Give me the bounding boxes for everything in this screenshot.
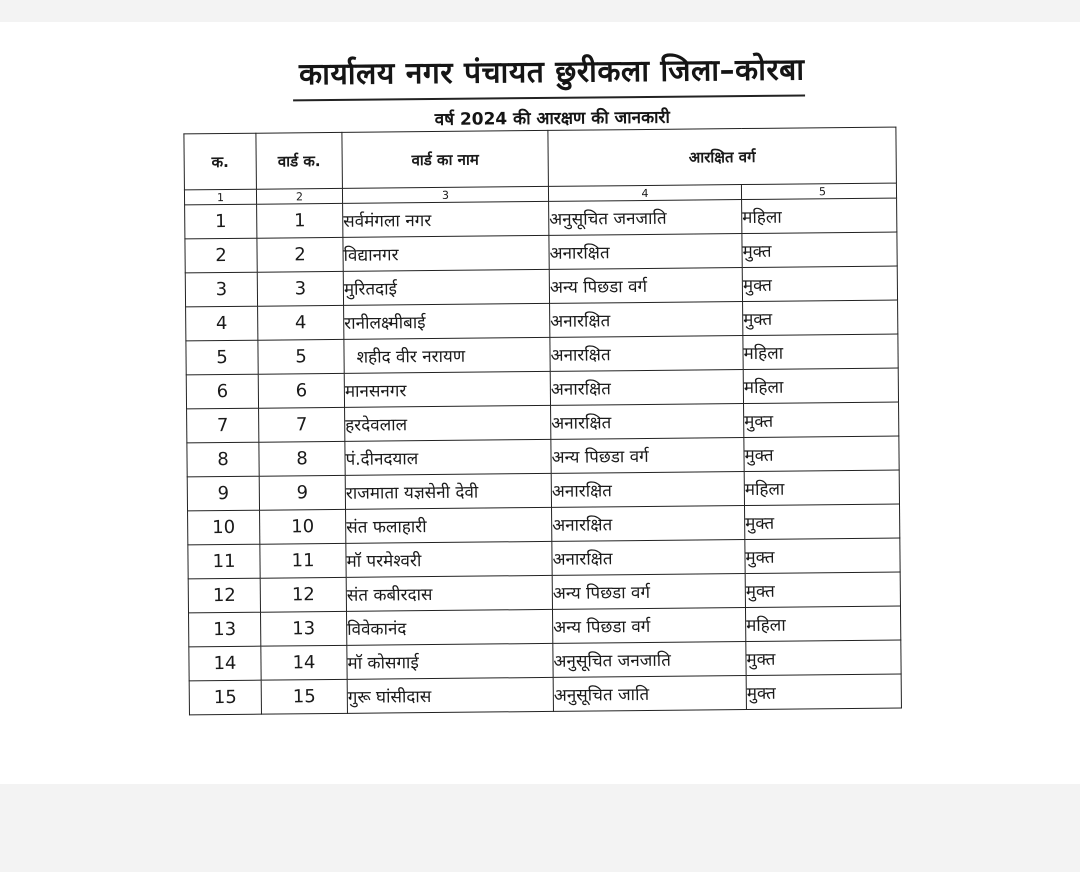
serial-cell: 7 <box>187 408 259 443</box>
gender-cell: महिला <box>745 606 900 641</box>
ward-number-cell: 2 <box>257 237 343 272</box>
ward-name-cell: पं.दीनदयाल <box>345 439 551 475</box>
serial-cell: 4 <box>186 306 258 341</box>
ward-name-cell: विद्यानगर <box>343 235 549 271</box>
gender-cell: मुक्त <box>745 572 900 607</box>
ward-name-cell: मॉ कोसगाई <box>347 643 553 679</box>
header-reserved-category: आरक्षित वर्ग <box>548 127 897 186</box>
ward-number-cell: 3 <box>257 271 343 306</box>
column-number: 5 <box>741 183 896 199</box>
gender-cell: मुक्त <box>745 538 900 573</box>
serial-cell: 11 <box>188 544 260 579</box>
category-cell: अन्य पिछडा वर्ग <box>552 608 745 644</box>
serial-cell: 9 <box>187 476 259 511</box>
reservation-table <box>183 127 902 716</box>
gender-cell: मुक्त <box>742 232 897 267</box>
gender-cell: महिला <box>742 198 897 233</box>
bottom-margin <box>0 784 1080 872</box>
ward-name-cell: विवेकानंद <box>347 609 553 645</box>
gender-cell: मुक्त <box>742 266 897 301</box>
serial-cell: 6 <box>186 374 258 409</box>
category-cell: अनुसूचित जनजाति <box>553 642 746 678</box>
ward-name-cell: संत फलाहारी <box>346 507 552 543</box>
ward-number-cell: 13 <box>261 611 347 646</box>
gender-cell: मुक्त <box>743 300 898 335</box>
category-cell: अनारक्षित <box>551 472 744 508</box>
category-cell: अनारक्षित <box>550 370 743 406</box>
category-cell: अनारक्षित <box>551 404 744 440</box>
table-row <box>189 674 901 715</box>
serial-cell: 14 <box>189 646 261 681</box>
ward-number-cell: 7 <box>259 407 345 442</box>
gender-cell: मुक्त <box>745 504 900 539</box>
ward-name-cell: मुरितदाई <box>343 269 549 305</box>
serial-cell: 1 <box>185 204 257 239</box>
category-cell: अनारक्षित <box>552 540 745 576</box>
ward-name-cell: शहीद वीर नरायण <box>344 337 550 373</box>
document-sheet <box>0 22 1080 784</box>
header-ward-number: वार्ड क. <box>256 132 343 189</box>
serial-cell: 12 <box>188 578 260 613</box>
category-cell: अनुसूचित जनजाति <box>549 200 742 236</box>
document-subtitle: वर्ष 2024 की आरक्षण की जानकारी <box>434 107 670 130</box>
gender-cell: महिला <box>744 470 899 505</box>
ward-number-cell: 12 <box>260 577 346 612</box>
category-cell: अनारक्षित <box>550 336 743 372</box>
ward-name-cell: गुरू घांसीदास <box>347 677 553 713</box>
header-ward-name: वार्ड का नाम <box>342 130 549 188</box>
ward-number-cell: 9 <box>259 475 345 510</box>
ward-number-cell: 15 <box>261 679 347 714</box>
ward-number-cell: 8 <box>259 441 345 476</box>
ward-name-cell: संत कबीरदास <box>346 575 552 611</box>
gender-cell: महिला <box>743 334 898 369</box>
category-cell: अनुसूचित जाति <box>553 676 746 712</box>
ward-name-cell: हरदेवलाल <box>345 405 551 441</box>
category-cell: अनारक्षित <box>550 302 743 338</box>
gender-cell: मुक्त <box>746 674 901 709</box>
ward-name-cell: राजमाता यज्ञसेनी देवी <box>345 473 551 509</box>
ward-name-cell: रानीलक्ष्मीबाई <box>344 303 550 339</box>
serial-cell: 2 <box>185 238 257 273</box>
ward-number-cell: 11 <box>260 543 346 578</box>
category-cell: अनारक्षित <box>552 506 745 542</box>
gender-cell: मुक्त <box>746 640 901 675</box>
category-cell: अनारक्षित <box>549 234 742 270</box>
header-row <box>184 127 897 190</box>
serial-cell: 13 <box>189 612 261 647</box>
column-number: 4 <box>548 185 741 202</box>
gender-cell: मुक्त <box>744 402 899 437</box>
ward-number-cell: 14 <box>261 645 347 680</box>
ward-name-cell: सर्वमंगला नगर <box>343 201 549 237</box>
header-serial: क. <box>184 133 257 190</box>
title-underline <box>293 94 805 101</box>
ward-number-cell: 4 <box>258 305 344 340</box>
document-title: कार्यालय नगर पंचायत छुरीकला जिला–कोरबा <box>298 52 805 93</box>
ward-number-cell: 10 <box>260 509 346 544</box>
category-cell: अन्य पिछडा वर्ग <box>549 268 742 304</box>
column-number: 3 <box>342 186 548 203</box>
serial-cell: 8 <box>187 442 259 477</box>
gender-cell: महिला <box>743 368 898 403</box>
serial-cell: 15 <box>189 680 261 715</box>
document-content <box>0 17 1080 789</box>
category-cell: अन्य पिछडा वर्ग <box>552 574 745 610</box>
category-cell: अन्य पिछडा वर्ग <box>551 438 744 474</box>
serial-cell: 10 <box>188 510 260 545</box>
serial-cell: 3 <box>185 272 257 307</box>
column-number: 1 <box>184 189 256 205</box>
ward-name-cell: मानसनगर <box>344 371 550 407</box>
ward-number-cell: 5 <box>258 339 344 374</box>
column-number: 2 <box>256 188 342 204</box>
ward-number-cell: 1 <box>257 203 343 238</box>
serial-cell: 5 <box>186 340 258 375</box>
ward-name-cell: मॉ परमेश्वरी <box>346 541 552 577</box>
gender-cell: मुक्त <box>744 436 899 471</box>
ward-number-cell: 6 <box>258 373 344 408</box>
